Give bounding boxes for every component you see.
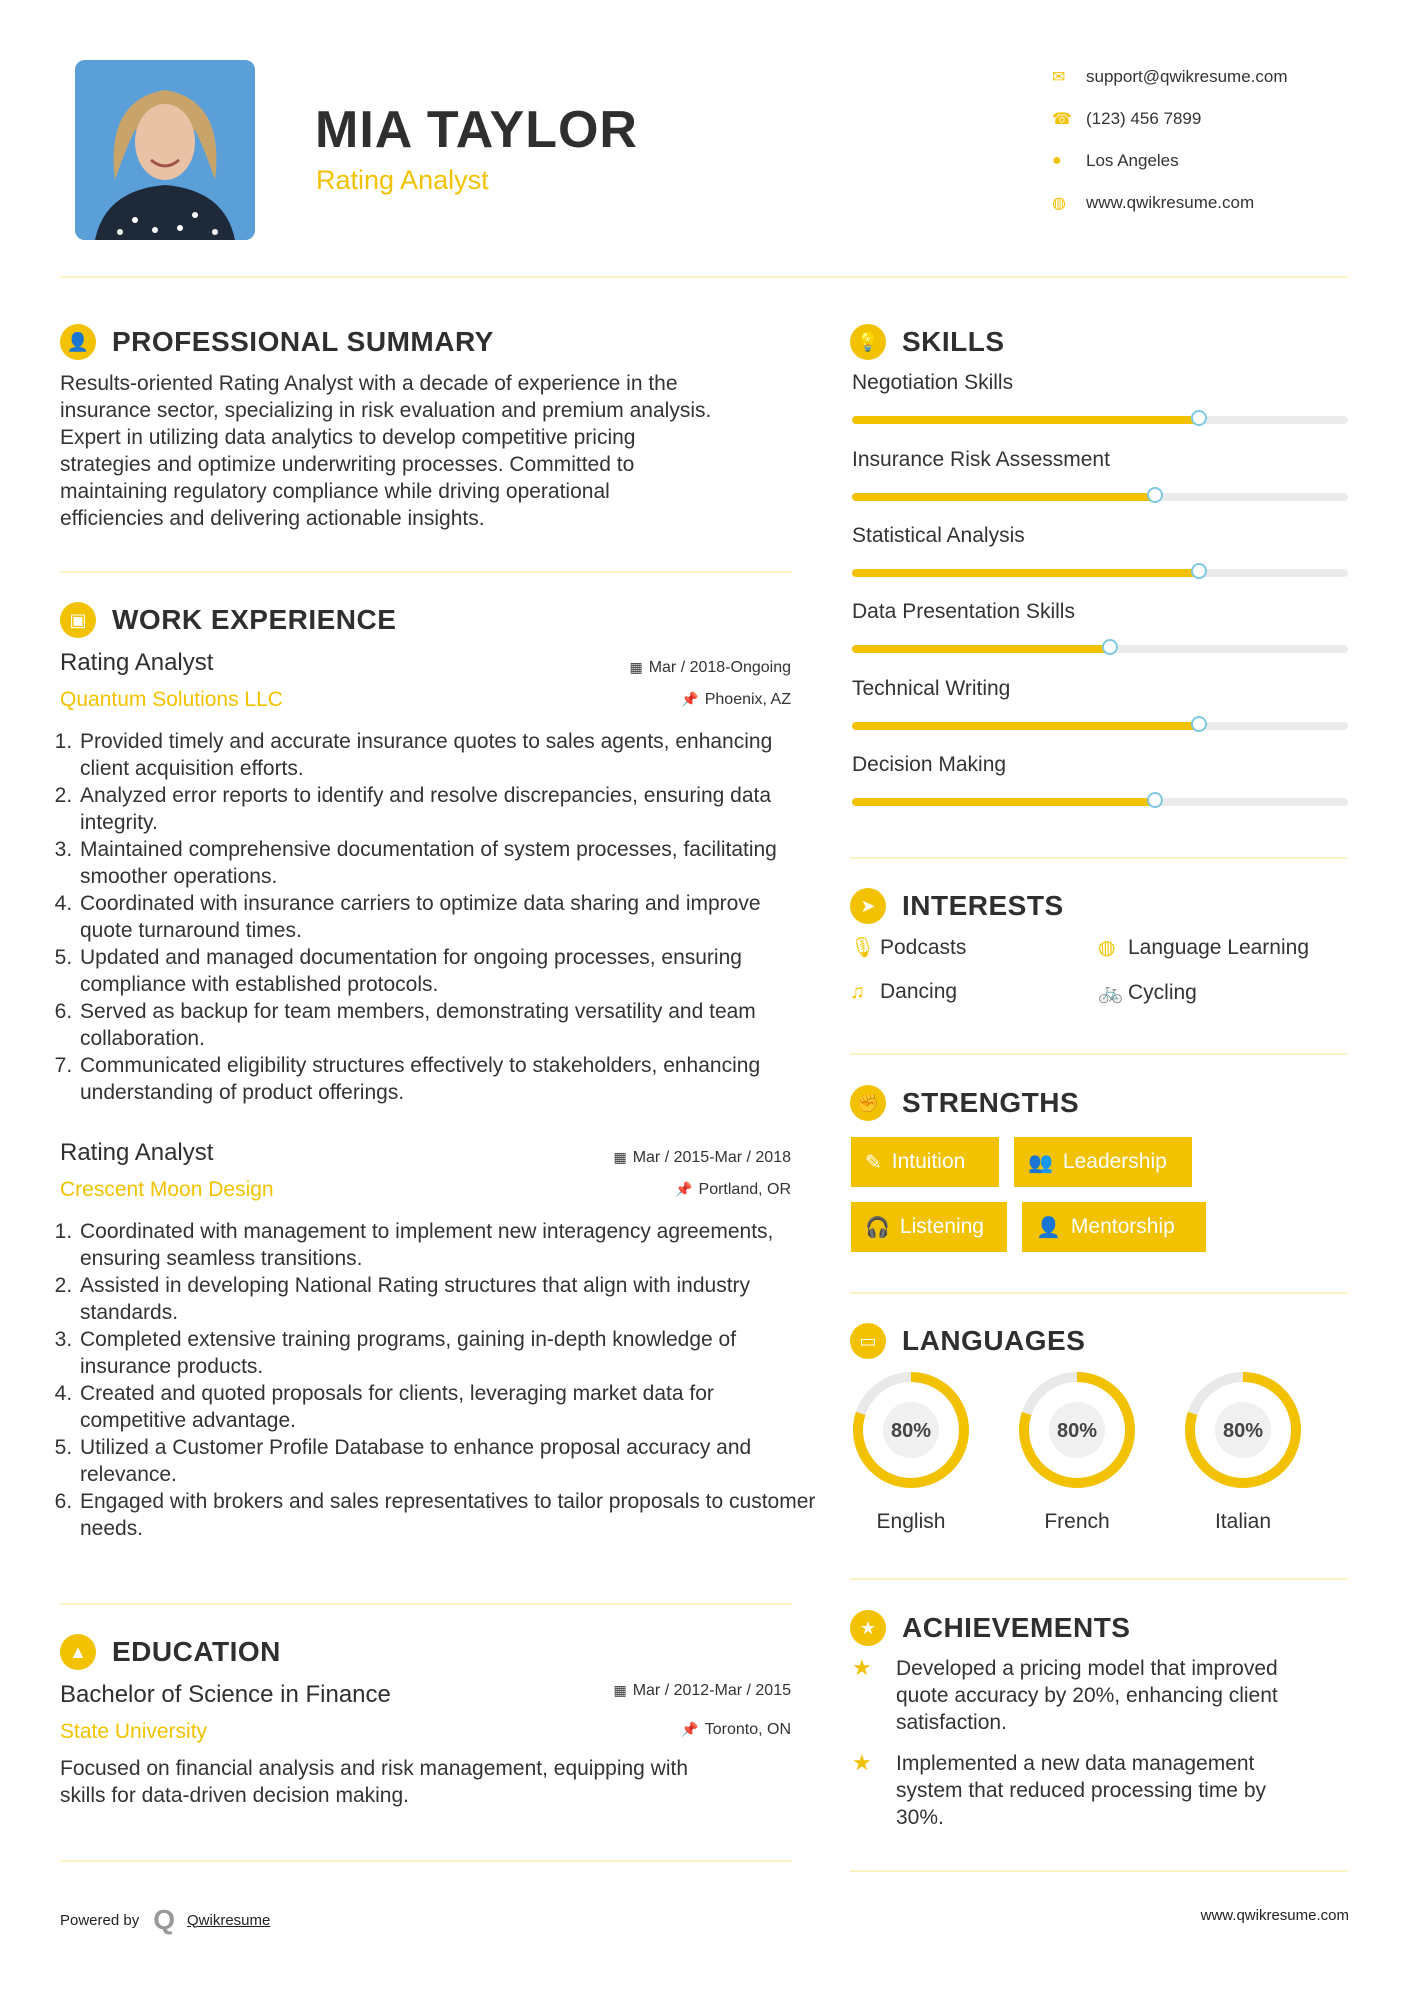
skill-item: Data Presentation Skills [852, 600, 1348, 624]
strength-tag: ✎ Intuition [851, 1137, 999, 1187]
summary-divider [60, 571, 792, 573]
strength-tag: 🎧 Listening [851, 1202, 1007, 1252]
summary-text: Results-oriented Rating Analyst with a decade of experience in the insurance sector, specializing in risk evaluation and premium analysis. Expert in utilizing data analytics to develop competitive pricing strategies and optimize underwriting processes. Committed to maintaining regulatory compliance while driving operational efficiencies and delivering actionable insights. [60, 372, 712, 530]
list-item: 5. Updated and managed documentation for ongoing processes, ensuring compliance with established protocols. [78, 944, 818, 998]
skill-item: Technical Writing [852, 677, 1348, 701]
calendar-icon: ▦ [613, 1149, 627, 1165]
experience-heading: ▣ WORK EXPERIENCE [60, 602, 396, 638]
list-item: 4. Coordinated with insurance carriers to optimize data sharing and improve quote turnaround times. [78, 890, 818, 944]
list-item: 4. Created and quoted proposals for clients, leveraging market data for competitive advantage. [78, 1380, 818, 1434]
contact-email[interactable]: ✉ support@qwikresume.com [1052, 67, 1288, 86]
job-responsibilities [60, 728, 818, 1106]
strength-tag: 👤 Mentorship [1022, 1202, 1206, 1252]
list-item: 2. Assisted in developing National Rating structures that align with industry standards. [78, 1272, 818, 1326]
calendar-icon: ▦ [613, 1682, 627, 1698]
language-percent: 80% [1056, 1420, 1098, 1442]
contact-phone[interactable]: ☎ (123) 456 7899 [1052, 109, 1202, 128]
star-icon: ★ [852, 1750, 872, 1775]
list-item: 1. Coordinated with management to implement new interagency agreements, ensuring seamless transitions. [78, 1218, 818, 1272]
list-item: 7. Communicated eligibility structures effectively to stakeholders, enhancing understanding of product offerings. [78, 1052, 818, 1106]
list-item: 6. Served as backup for team members, demonstrating versatility and team collaboration. [78, 998, 818, 1052]
user-icon: 👤 [60, 324, 96, 360]
profile-photo [75, 60, 255, 240]
list-item: 3. Completed extensive training programs, gaining in-depth knowledge of insurance products. [78, 1326, 818, 1380]
skill-item: Decision Making [852, 753, 1348, 777]
candidate-title: Rating Analyst [316, 165, 489, 195]
fist-icon: ✊ [850, 1085, 886, 1121]
skill-item: Insurance Risk Assessment [852, 448, 1348, 472]
language-percent: 80% [890, 1420, 932, 1442]
pin-icon: 📌 [675, 1181, 693, 1197]
education-divider [60, 1860, 792, 1862]
footer-powered: Powered by Q Qwikresume [60, 1904, 271, 1935]
globe-icon: ◍ [1052, 195, 1066, 212]
footer-url[interactable]: www.qwikresume.com [1200, 1907, 1349, 1924]
envelope-icon: ✉ [1052, 69, 1066, 86]
languages-divider [850, 1578, 1348, 1580]
contact-website[interactable]: ◍ www.qwikresume.com [1052, 193, 1255, 212]
job-date: ▦ Mar / 2015-Mar / 2018 [613, 1149, 791, 1166]
globe-icon: ◍ [1098, 937, 1116, 959]
interest-item: 🚲 Cycling [1098, 980, 1197, 1004]
contact-list [1052, 56, 1288, 224]
list-item: 1. Provided timely and accurate insurance quotes to sales agents, enhancing client acquisition efforts. [78, 728, 818, 782]
education-date: ▦ Mar / 2012-Mar / 2015 [613, 1682, 791, 1699]
summary-heading: 👤 PROFESSIONAL SUMMARY [60, 324, 494, 360]
degree-title: Bachelor of Science in Finance [60, 1681, 391, 1708]
graduation-icon: ▲ [60, 1634, 96, 1670]
achievement-item: ★ Implemented a new data management system that reduced processing time by 30%. [852, 1750, 1267, 1829]
skills-heading: 💡 SKILLS [850, 324, 1005, 360]
achievements-heading: ★ ACHIEVEMENTS [850, 1610, 1130, 1646]
job-title: Rating Analyst [60, 649, 214, 676]
education-heading: ▲ EDUCATION [60, 1634, 281, 1670]
paper-plane-icon: ➤ [850, 888, 886, 924]
strength-tag: 👥 Leadership [1014, 1137, 1192, 1187]
job-title: Rating Analyst [60, 1139, 214, 1166]
job-location: 📌 Portland, OR [675, 1181, 791, 1198]
header-divider [60, 276, 1348, 278]
list-item: 6. Engaged with brokers and sales representatives to tailor proposals to customer needs. [78, 1488, 818, 1542]
microphone-icon: 🎙 [850, 937, 876, 959]
location-icon: ● [1052, 152, 1062, 169]
skill-item: Statistical Analysis [852, 524, 1348, 548]
phone-icon: ☎ [1052, 111, 1072, 128]
list-item: 5. Utilized a Customer Profile Database to enhance proposal accuracy and relevance. [78, 1434, 818, 1488]
language-percent: 80% [1222, 1420, 1264, 1442]
pin-icon: 📌 [681, 691, 699, 707]
language-item: 80% French [1016, 1369, 1138, 1534]
interest-item: ♫ Dancing [850, 980, 958, 1003]
headphones-icon: 🎧 [865, 1216, 890, 1239]
education-description: Focused on financial analysis and risk management, equipping with skills for data-driven decision making. [60, 1757, 689, 1807]
job-date: ▦ Mar / 2018-Ongoing [629, 659, 791, 676]
users-icon: 👥 [1028, 1151, 1053, 1174]
brand-link[interactable]: Qwikresume [187, 1911, 271, 1929]
job-responsibilities [60, 1218, 818, 1542]
experience-divider [60, 1603, 792, 1605]
job-company: Crescent Moon Design [60, 1178, 274, 1201]
candidate-name: MIA TAYLOR [315, 101, 638, 159]
interest-item: 🎙 Podcasts [850, 935, 967, 959]
interests-divider [850, 1053, 1348, 1055]
strengths-divider [850, 1292, 1348, 1294]
star-badge-icon: ★ [850, 1610, 886, 1646]
education-location: 📌 Toronto, ON [681, 1721, 791, 1738]
contact-location: ● Los Angeles [1052, 151, 1179, 170]
job-company: Quantum Solutions LLC [60, 688, 283, 711]
bicycle-icon: 🚲 [1098, 982, 1123, 1004]
music-note-icon: ♫ [850, 980, 865, 1003]
lightbulb-icon: 💡 [850, 324, 886, 360]
job-location: 📌 Phoenix, AZ [681, 691, 791, 708]
skills-divider [850, 857, 1348, 859]
star-icon: ★ [852, 1655, 872, 1680]
strengths-heading: ✊ STRENGTHS [850, 1085, 1079, 1121]
language-card-icon: ▭ [850, 1323, 886, 1359]
languages-heading: ▭ LANGUAGES [850, 1323, 1085, 1359]
interest-item: ◍ Language Learning [1098, 935, 1310, 959]
language-item: 80% English [850, 1369, 972, 1534]
interests-heading: ➤ INTERESTS [850, 888, 1064, 924]
qwikresume-logo-icon: Q [153, 1904, 175, 1935]
calendar-icon: ▦ [629, 659, 643, 675]
user-plus-icon: 👤 [1036, 1216, 1061, 1239]
list-item: 3. Maintained comprehensive documentation of system processes, facilitating smoother operations. [78, 836, 818, 890]
language-item: 80% Italian [1182, 1369, 1304, 1534]
briefcase-icon: ▣ [60, 602, 96, 638]
pin-icon: 📌 [681, 1721, 699, 1737]
achievement-item: ★ Developed a pricing model that improved quote accuracy by 20%, enhancing client satisfaction. [852, 1655, 1278, 1734]
school-name: State University [60, 1720, 208, 1743]
achievements-divider [850, 1870, 1348, 1872]
list-item: 2. Analyzed error reports to identify and resolve discrepancies, ensuring data integrity. [78, 782, 818, 836]
magic-wand-icon: ✎ [865, 1151, 882, 1174]
skill-item: Negotiation Skills [852, 371, 1348, 395]
